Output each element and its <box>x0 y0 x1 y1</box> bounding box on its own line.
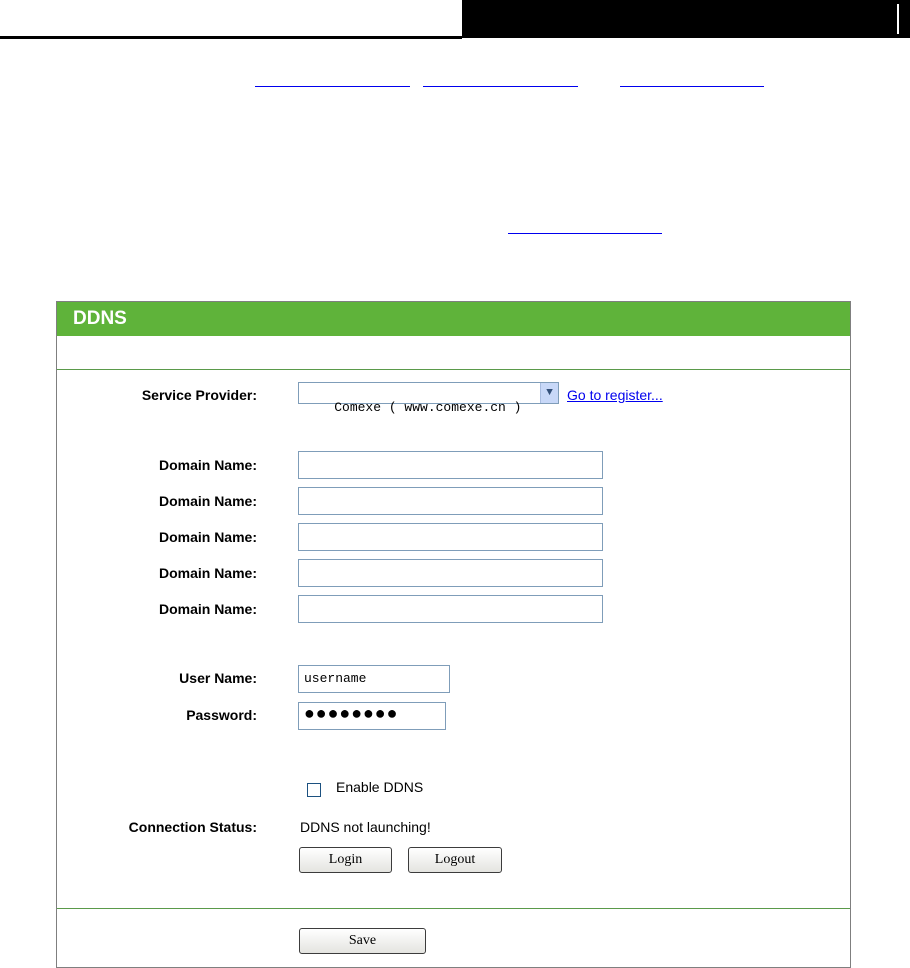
header-bar <box>462 0 910 38</box>
domain-name-label: Domain Name: <box>158 457 257 473</box>
logout-button[interactable]: Logout <box>408 847 502 873</box>
password-label: Password: <box>186 707 257 723</box>
save-button[interactable]: Save <box>299 928 426 954</box>
chevron-down-icon[interactable]: ▼ <box>540 383 558 403</box>
go-to-register-link[interactable]: Go to register... <box>567 387 663 403</box>
bottom-separator <box>57 908 850 909</box>
doc-link-underline-1[interactable] <box>255 86 410 87</box>
ddns-panel <box>56 301 851 968</box>
user-name-input[interactable]: username <box>298 665 450 693</box>
password-input[interactable]: ●●●●●●●● <box>298 702 446 730</box>
domain-name-label: Domain Name: <box>158 565 257 581</box>
doc-link-underline-3[interactable] <box>620 86 764 87</box>
panel-header <box>57 302 850 336</box>
domain-name-label: Domain Name: <box>158 601 257 617</box>
enable-ddns-label: Enable DDNS <box>336 779 424 795</box>
connection-status-label: Connection Status: <box>128 819 257 835</box>
user-name-label: User Name: <box>179 670 257 686</box>
domain-name-label: Domain Name: <box>158 493 257 509</box>
header-divider <box>897 4 899 34</box>
domain-name-label: Domain Name: <box>158 529 257 545</box>
panel-title: DDNS <box>73 308 127 329</box>
connection-status-value: DDNS not launching! <box>300 819 431 835</box>
enable-ddns-checkbox[interactable] <box>307 783 321 797</box>
domain-name-input-2[interactable] <box>298 487 603 515</box>
header-rule <box>0 36 462 39</box>
service-provider-label: Service Provider: <box>141 387 257 403</box>
domain-name-input-1[interactable] <box>298 451 603 479</box>
doc-link-underline-4[interactable] <box>508 233 662 234</box>
domain-name-input-4[interactable] <box>298 559 603 587</box>
domain-name-input-5[interactable] <box>298 595 603 623</box>
service-provider-select[interactable] <box>298 382 559 415</box>
login-button[interactable]: Login <box>299 847 392 873</box>
doc-link-underline-2[interactable] <box>423 86 578 87</box>
top-separator <box>57 369 850 370</box>
domain-name-input-3[interactable] <box>298 523 603 551</box>
service-provider-value: Comexe ( www.comexe.cn ) <box>334 400 522 415</box>
